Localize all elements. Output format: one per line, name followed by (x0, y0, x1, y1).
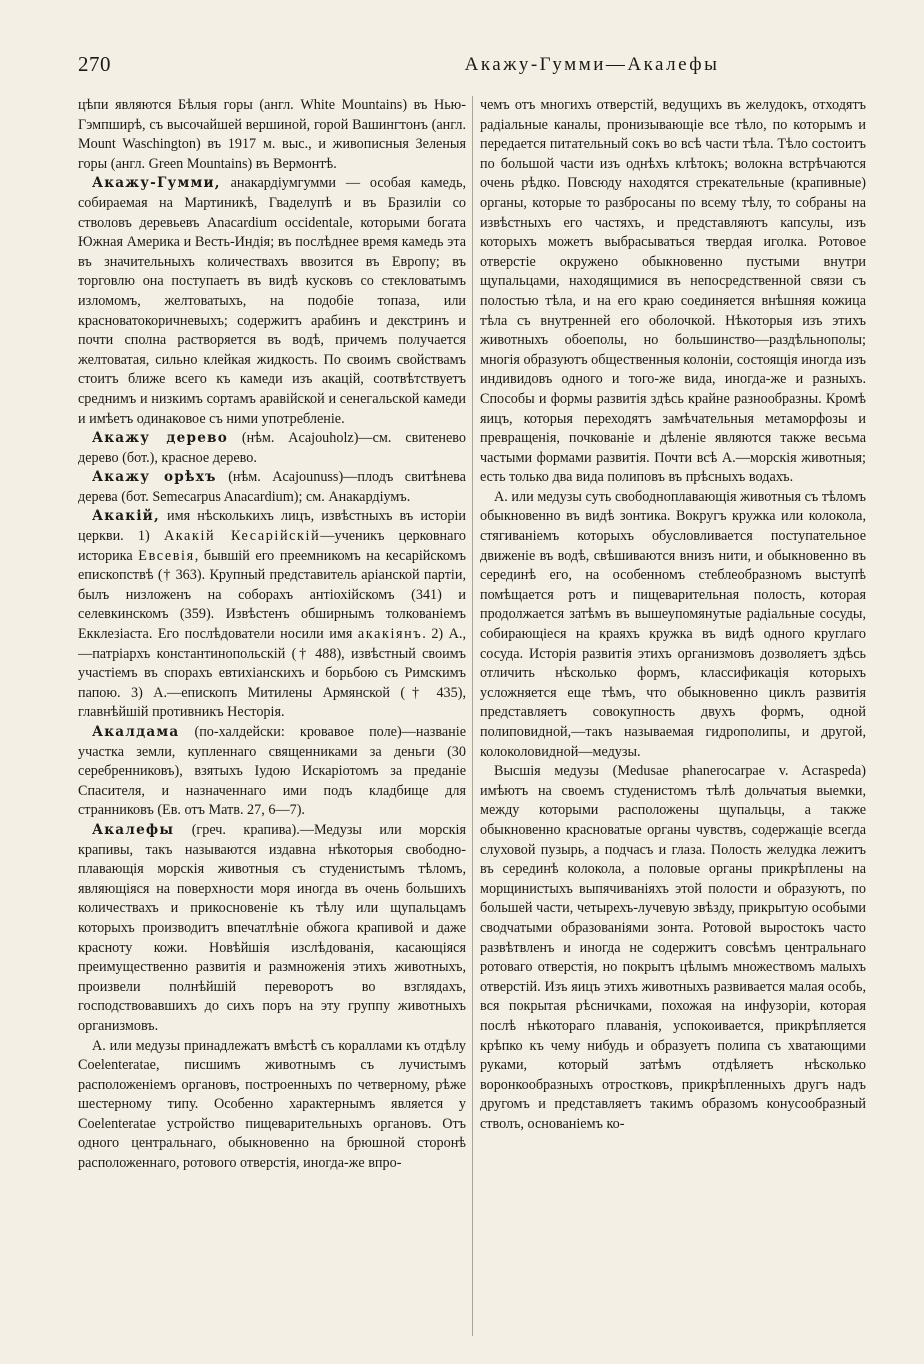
entry-akazhu-orekh (78, 468, 466, 507)
spaced-name: акакіянъ (357, 626, 423, 643)
paragraph: Высшія медузы (Medusae phanerocarpae v. Acraspeda) имѣютъ на своемъ студенистомъ тѣлѣ дольчатыя выемки, между которыми расположены щупальцы, а также обыкновенно красноватые органы чувствъ, содержащіе всегда слуховой пузырь, а подчасъ и глаза. Полость желудка лежитъ въ серединѣ колокола, а половые органы прикрѣплены на морщинистыхъ выпячиваніяхъ этой полости и образуютъ, по большей части, четырехъ-лучевую звѣзду, прикрытую особыми сводчатыми образованіями зонта. Ротовой выростокъ часто развѣтвленъ и иногда не содержитъ совсѣмъ центральнаго ротоваго отверстія, но покрытъ цѣлымъ множествомъ малыхъ отверстій. Изъ яицъ этихъ животныхъ развивается малая особь, вся покрытая рѣсничками, похожая на инфузоріи, которая послѣ нѣкотораго плаванія, успокоивается, прикрѣпляется крѣпко къ чему нибудь и образуетъ полипа съ хватающими руками, который затѣмъ отдѣляетъ нѣсколько воронкообразныхъ отростковъ, прикрѣпленныхъ другъ надъ другомъ и представляетъ такимъ образомъ конусообразный стволъ, основаніемъ ко- (480, 763, 866, 1132)
entry-text: (по-халдейски: кровавое поле)—названіе участка земли, купленнаго священниками за деньги (30 серебренниковъ), взятыхъ Іудою Искаріотомъ за преданіе Спасителя, и назначеннаго ими подъ кладбище для странниковъ (Ев. отъ Матв. 27, 6—7). (78, 724, 466, 819)
entry-text: анакардіумгумми — особая камедь, собираемая на Мартиникѣ, Гваделупѣ и въ Бразиліи со стволовъ деревьевъ Anacardium occidentale, которыми богата Южная Америка и Весть-Индія; въ послѣднее время камедь эта въ значительныхъ количествахъ ввозится въ Европу; въ торговлю она поступаетъ въ видѣ кусковъ со стекловатымъ изломомъ, желтоватыхъ, на подобіе топаза, или красноватокоричневыхъ; содержитъ арабинъ и декстринъ и почти сполна растворяется въ водѣ, причемъ получается желтоватая, сильно клейкая жидкость. По своимъ свойствамъ стоитъ ближе всего къ камеди изъ акацій, соотвѣтствуетъ среднимъ и низкимъ сортамъ аравійской и сенегальской камеди и имѣетъ одинаковое съ ними употребленіе. (78, 175, 466, 427)
entry-text: , бывшій его преемникомъ на кесарійскомъ епископствѣ († 363). Крупный представитель аріанской партіи, былъ низложенъ на соборахъ антіохійскомъ (341) и селевкинскомъ (359). Извѣстенъ обширнымъ толкованіемъ Екклезіаста. Его послѣдователи носили имя (78, 547, 466, 643)
entry-headword: Акажу орѣхъ (92, 469, 217, 486)
entry-text: имя нѣсколькихъ лицъ, извѣстныхъ въ исторіи церкви. 1) (78, 508, 466, 545)
paragraph: А. или медузы принадлежатъ вмѣстѣ съ кораллами къ отдѣлу Coelenteratae, писшимъ животнымъ съ лучистымъ расположеніемъ органовъ, построенныхъ по четверному, рѣже шестерному типу. Особенно характернымъ является у Coelenteratae устройство пищеварительныхъ органовъ. Отъ одного центральнаго, обыкновенно на брюшной сторонѣ расположеннаго, ротового отверстія, иногда-же впро- (78, 1037, 466, 1172)
spaced-name: Евсевія (138, 547, 195, 564)
entry-text: (греч. крапива).—Медузы или морскія крапивы, такъ называются издавна нѣкоторыя свободно-плавающія морскія животныя съ студенистымъ тѣломъ, являющіяся на поверхности моря иногда въ очень большихъ количествахъ и прикосновеніе къ тѣлу или щупальцамъ которыхъ производитъ впечатлѣніе обжога крапивой и даже краснoту кожи. Новѣйшія изслѣдованія, касающіяся преимущественно развитія и размноженія этихъ животныхъ, произвели полнѣйшій переворотъ во взглядахъ, господствовавшихъ до сихъ поръ на эту группу животныхъ организмовъ. (78, 821, 466, 1034)
spaced-name: Акакій Кесарійскій (163, 528, 321, 545)
paragraph-continuation: чемъ отъ многихъ отверстій, ведущихъ въ желудокъ, отходятъ радіальные каналы, пронизывающіе все тѣло, по которымъ и передается питательный сокъ во всѣ части тѣла. Тѣло состоитъ по большой части изъ однѣхъ клѣтокъ; волокна встрѣчаются очень рѣдко. Повсюду находятся стрекательные (крапивные) органы, которые то разбросаны по всему тѣлу, то собраны на извѣстныхъ его частяхъ, и представляютъ капсулы, изъ которыхъ можетъ выбрасываться твердая иголка. Ротовое отверстіе окружено обыкновенно пустыми внутри щупальцами, находящимися въ непосредственной связи съ полостью тѣла, и на его краю соединяется внѣшняя кожица тѣла съ внутренней его оболочкой. Нѣкоторыя изъ этихъ животныхъ обоеполы, но большинство—раздѣльнополы; многія образуютъ общественныя колоніи, состоящія иногда изъ индивидовъ одного и того-же вида, иногда-же и разныхъ. Способы и формы развитія здѣсь крайне разнообразны. Кромѣ яицъ, которыя переходятъ замѣчательныя метаморфозы и превращенія, почкованіе и дѣленіе являются также весьма частыми формами развитія. Почти всѣ А.—морскія животныя; есть только два вида полиповъ въ прѣсныхъ водахъ. (480, 97, 866, 486)
column-divider (472, 96, 473, 1336)
entry-akalefy (78, 821, 466, 1037)
entry-akazhu-gummi (78, 174, 466, 429)
entry-headword: Акалдама (92, 724, 180, 740)
page-header (78, 52, 866, 86)
running-head: Акажу-Гумми—Акалефы (464, 54, 720, 75)
entry-headword: Акажу-Гумми, (92, 175, 221, 192)
entry-headword: Акажу дерево (92, 430, 228, 447)
page-number: 270 (78, 52, 111, 76)
left-column (78, 96, 466, 1344)
entry-headword: Акакій, (92, 508, 160, 525)
paragraph-continuation: цѣпи являются Бѣлыя горы (англ. White Mountains) въ Нью-Гэмпширѣ, съ высочайшей вершиной, горой Вашингтонъ (англ. Mount Waschington) въ 1917 м. выс., и живописныя Зеленыя горы (англ. Green Mountains) въ Вермонтѣ. (78, 97, 466, 172)
right-column (480, 96, 866, 1344)
entry-akakiy (78, 507, 466, 723)
paragraph: А. или медузы суть свободноплавающія животныя съ тѣломъ обыкновенно въ видѣ зонтика. Вокругъ кружка или колокола, стягиваніемъ которыхъ обусловливается поступательное движеніе въ водѣ, свѣшиваются внизъ нити, и обыкновенно въ серединѣ его, на особенномъ стеблеобразномъ выступѣ помѣщается ротъ и пищеварительная полость, которая продолжается затѣмъ въ вышеупомянутые радіальные сосуды, собирающіеся на краяхъ кружка въ видѣ одного круглаго сосуда. Исторія развитія этихъ организмовъ дозволяетъ здѣсь отличить нѣсколько формъ, классификація которыхъ усложняется еще тѣмъ, что обыкновенно циклъ развитія представляетъ совокупность двухъ формъ, одной полиповидной,—такъ называемая гидрополипы, и другой, колоколовидной—медузы. (480, 488, 866, 760)
entry-text: . 2) А.,—патріархъ константинопольскій († 488), извѣстный своимъ участіемъ въ спорахъ евтихіанскихъ и борьбою съ Римскимъ папою. 3) А.—епископъ Митилены Армянской († 435), главнѣйшій противникъ Несторія. (78, 626, 466, 721)
entry-headword: Акалефы (92, 821, 175, 838)
entry-akazhu-derevo (78, 429, 466, 468)
entry-text: —ученикъ церковнаго историка (78, 528, 466, 564)
entry-akaldama (78, 723, 466, 821)
entry-text: (нѣм. Acajounuss)—плодъ свитѣнева дерева (бот. Semecarpus Anacardium); см. Анакардіумъ. (78, 469, 466, 505)
entry-text: (нѣм. Acajouholz)—см. свитенево дерево (бот.), красное дерево. (78, 430, 466, 466)
